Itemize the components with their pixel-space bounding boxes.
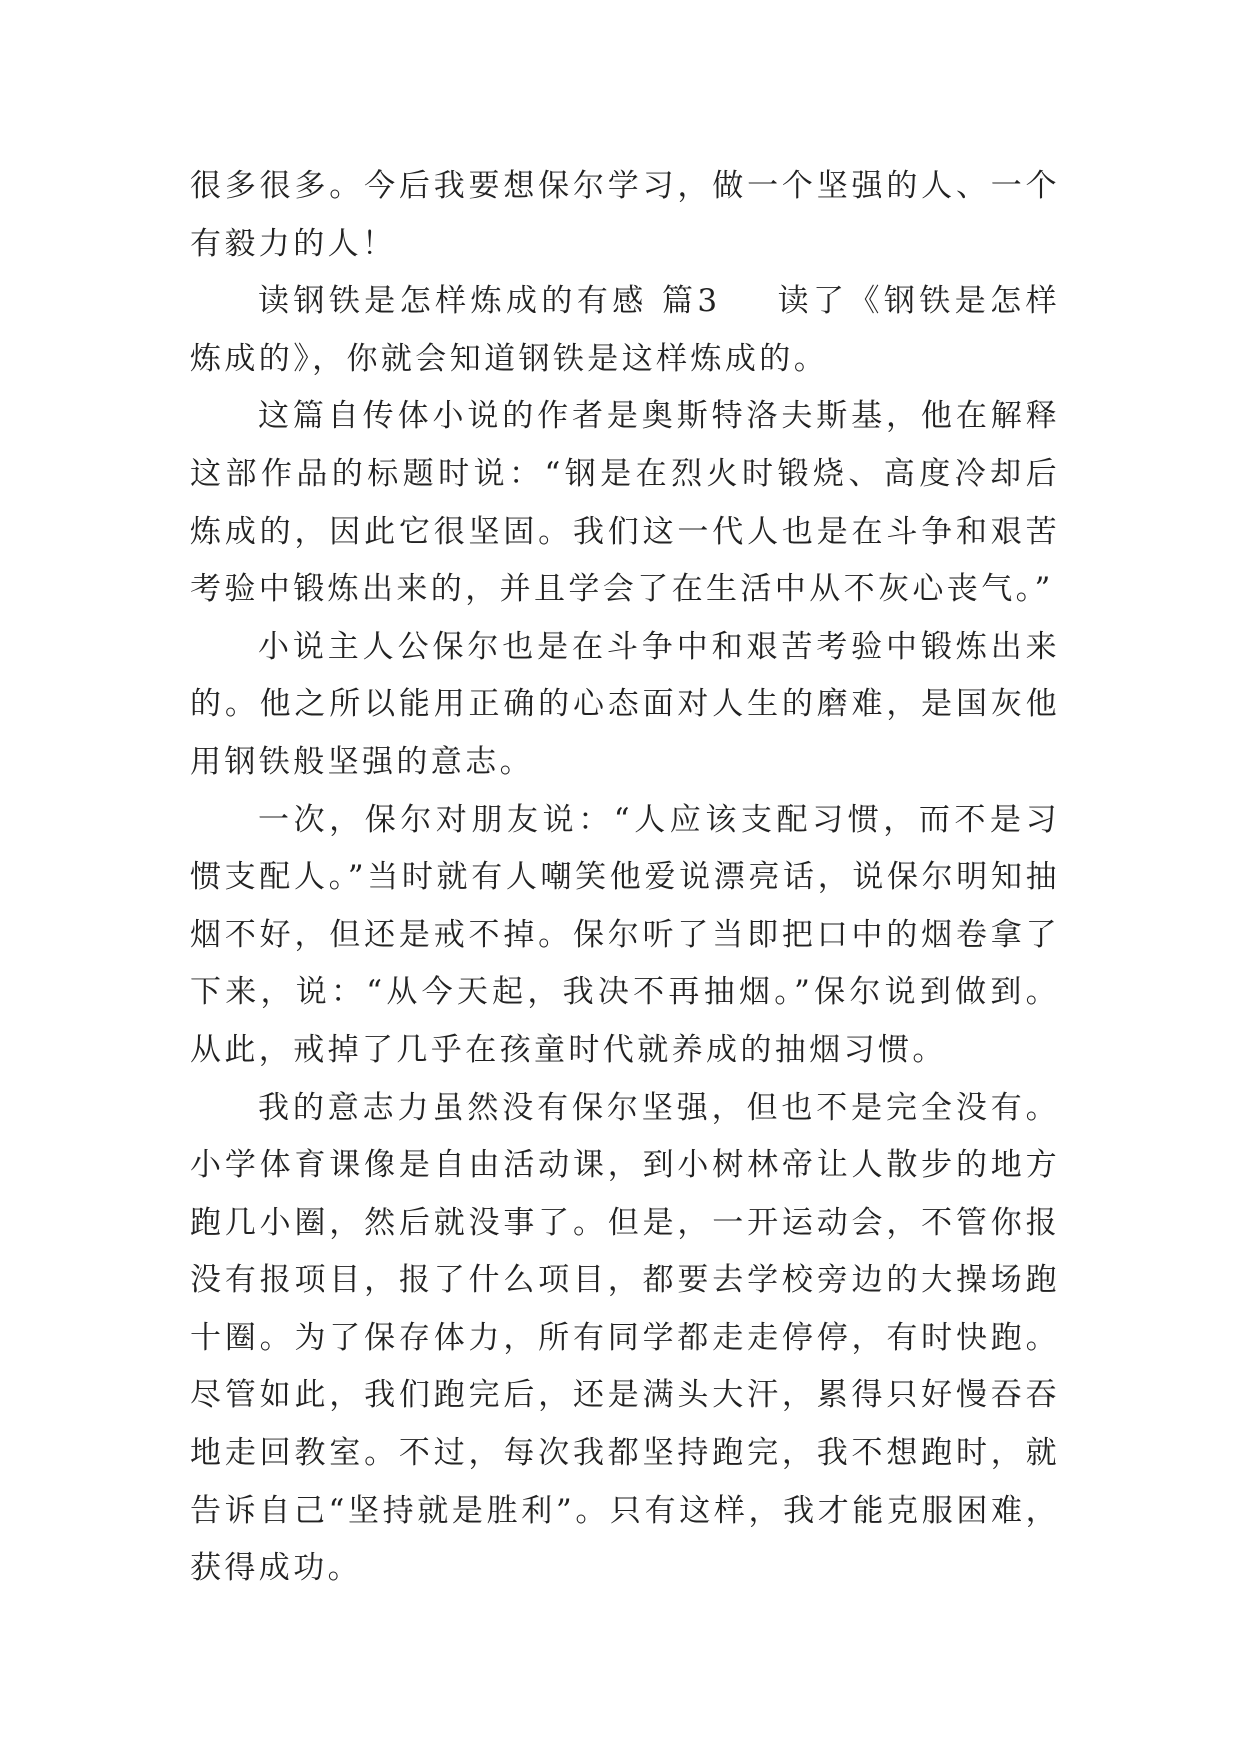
- paragraph-text: 很多很多。今后我要想保尔学习，做一个坚强的人、一个有毅力的人！: [190, 168, 1060, 262]
- paragraph-protagonist: [190, 619, 1060, 792]
- paragraph-author-quote: [190, 388, 1060, 618]
- document-body: [190, 158, 1060, 1598]
- essay-heading: 读钢铁是怎样炼成的有感 篇3: [258, 283, 721, 320]
- paragraph-text: 读了《钢铁是怎样炼成的》，你就会知道钢铁是这样炼成的。: [190, 283, 1060, 377]
- paragraph-continuation: [190, 158, 1060, 273]
- paragraph-smoking-anecdote: [190, 792, 1060, 1080]
- paragraph-personal-experience: [190, 1080, 1060, 1598]
- paragraph-text: 小说主人公保尔也是在斗争中和艰苦考验中锻炼出来的。他之所以能用正确的心态面对人生的磨难，是国灰他用钢铁般坚强的意志。: [190, 628, 1060, 780]
- paragraph-text: 这篇自传体小说的作者是奥斯特洛夫斯基，他在解释这部作品的标题时说：“钢是在烈火时锻烧、高度冷却后炼成的，因此它很坚固。我们这一代人也是在斗争和艰苦考验中锻炼出来的，并且学会了在生活中从不灰心丧气。”: [190, 398, 1060, 608]
- paragraph-text: 一次，保尔对朋友说：“人应该支配习惯，而不是习惯支配人。”当时就有人嘲笑他爱说漂亮话，说保尔明知抽烟不好，但还是戒不掉。保尔听了当即把口中的烟卷拿了下来，说：“从今天起，我决不再抽烟。”保尔说到做到。从此，戒掉了几乎在孩童时代就养成的抽烟习惯。: [190, 801, 1060, 1068]
- paragraph-text: 我的意志力虽然没有保尔坚强，但也不是完全没有。小学体育课像是自由活动课，到小树林帝让人散步的地方跑几小圈，然后就没事了。但是，一开运动会，不管你报没有报项目，报了什么项目，都要去学校旁边的大操场跑十圈。为了保存体力，所有同学都走走停停，有时快跑。尽管如此，我们跑完后，还是满头大汗，累得只好慢吞吞地走回教室。不过，每次我都坚持跑完，我不想跑时，就告诉自己“坚持就是胜利”。只有这样，我才能克服困难，获得成功。: [190, 1089, 1060, 1587]
- paragraph-essay-3-opening: [190, 273, 1060, 388]
